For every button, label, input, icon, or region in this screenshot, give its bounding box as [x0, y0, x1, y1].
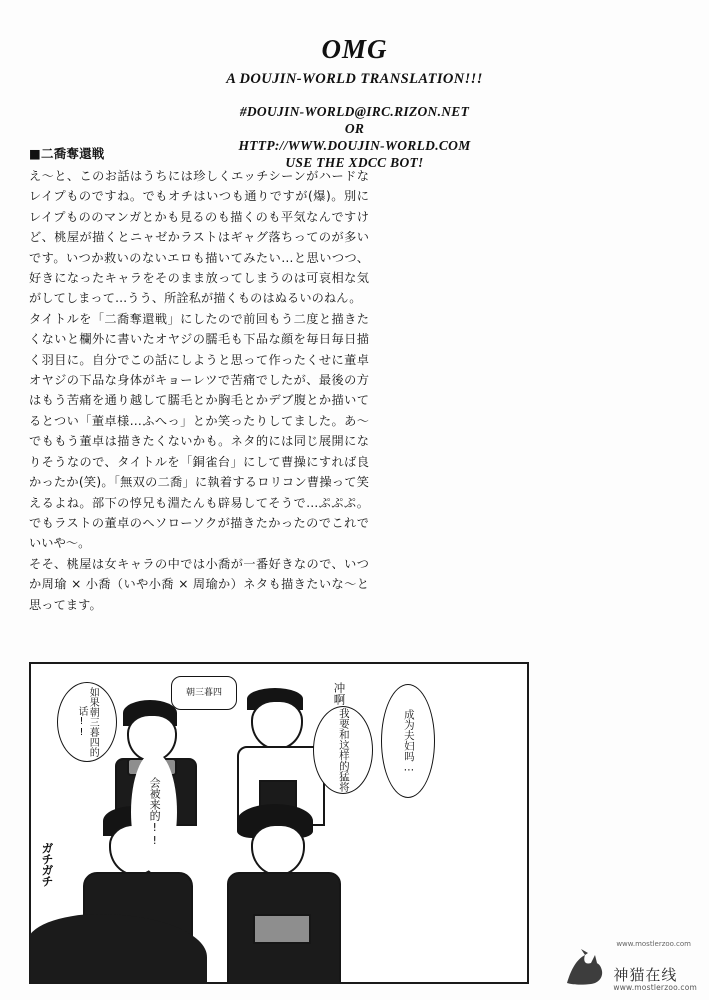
watermark: [561, 949, 697, 992]
watermark-label: 神猫在线: [613, 966, 678, 985]
armor-shape: [253, 914, 311, 944]
section-heading: ■二喬奪還戦: [29, 146, 105, 161]
contact-irc: #DOUJIN-WORLD@IRC.RIZON.NET: [239, 104, 470, 119]
speech-bubble-3: 冲啊: [313, 670, 365, 716]
paragraph-3: そそ、桃屋は女キャラの中では小喬が一番好きなので、いつか周瑜 × 小喬（いや小喬 × 周瑜か）ネタも描きたいな～と思ってます。: [29, 556, 369, 612]
speech-bubble-2: 朝三暮四: [171, 676, 237, 710]
manga-panel: [29, 662, 529, 984]
header-tagline: A DOUJIN-WORLD TRANSLATION!!!: [226, 71, 483, 87]
contact-website: HTTP://WWW.DOUJIN-WORLD.COM: [238, 138, 471, 153]
speech-bubble-1: 如果朝三暮四的话!!: [57, 682, 117, 762]
contact-xdcc-note: USE THE XDCC BOT!: [285, 155, 424, 170]
face-shape: [251, 824, 305, 876]
speech-bubble-5: 成为夫妇吗…: [381, 684, 435, 798]
page-title: OMG: [321, 34, 388, 64]
paragraph-1: え～と、このお話はうちには珍しくエッチシーンがハードなレイプものですね。でもオチはいつも通りですが(爆)。別にレイプもののマンガとかも見るのも描くのも平気なんですけど、桃屋が描くとニャゼかラストはギャグ落ちってのが多いです。いつか救いのないエロも描いてみたい…と思いつつ、好きになったキャラをそのまま放ってしまうのは可哀相な気がしてしまって…うう、所詮私が描くものはぬるいのねん。: [29, 169, 369, 306]
face-shape: [251, 700, 303, 750]
watermark-top-url: www.mostlerzoo.com: [616, 940, 691, 948]
afterword-article: [29, 144, 369, 615]
watermark-url: www.mostlerzoo.com: [613, 982, 697, 992]
contact-or: OR: [344, 121, 365, 136]
watermark-text: [613, 967, 697, 992]
paragraph-2: タイトルを「二喬奪還戦」にしたので前回もう二度と描きたくないと欄外に書いたオヤジの臑毛も下品な顔を毎日毎日描く羽目に。自分でこの話にしようと思って作ったくせに董卓オヤジの下品な身体がキョーレツで苦痛でしたが、最後の方はもう苦痛を通り越して臑毛とか胸毛とかデブ腹とか描いてるとつい「董卓様…ふへっ」とか笑ったりしてました。あ～でももう董卓は描きたくないかも。ネタ的には同じ展開になりそうなので、タイトルを「銅雀台」にして曹操にすれば良かったか(笑)。「無双の二喬」に執着するロリコン曹操って笑えるよね。部下の惇兄も淵たんも辟易してそうで…ぷぷぷ。でもラストの董卓のヘソローソクが描きたかったのでこれでいいや～。: [29, 311, 369, 551]
manga-panel-artwork: [31, 664, 527, 982]
cat-logo-icon: [561, 949, 607, 992]
speech-bubble-6: 会被来的!!: [131, 752, 177, 872]
sound-effect-text: ガチガチ: [40, 842, 54, 886]
speech-bubble-4: 我要和这样的猛将: [313, 706, 373, 794]
